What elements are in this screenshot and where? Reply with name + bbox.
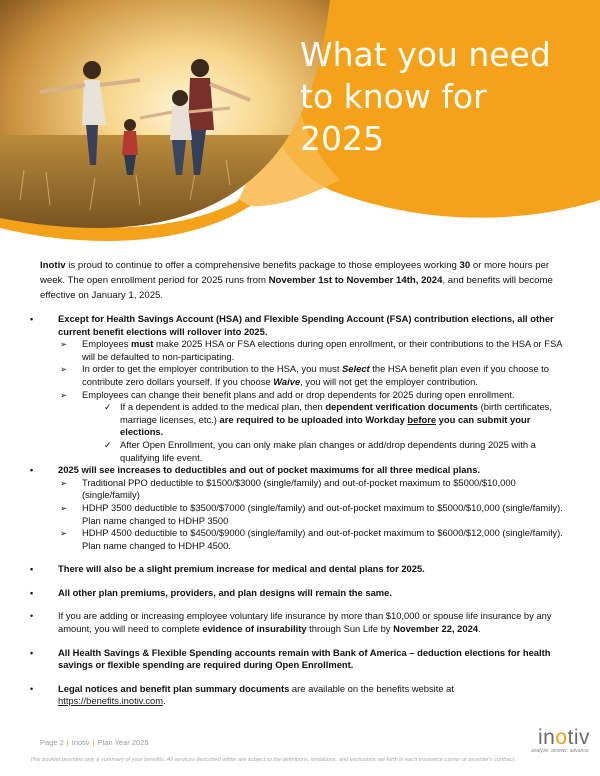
bullet-deductibles: • 2025 will see increases to deductibles and out of pocket maximums for all three medical plans.: [30, 464, 481, 476]
bullet-dot: •: [30, 314, 34, 324]
sub-bullet: ➢ In order to get the employer contribution to the HSA, you must Select the HSA benefit plan even if you choose to contribute zero dollars yourself. If you choose Waive, you will not get the employer contribution.: [60, 363, 549, 387]
benefits-list: [28, 313, 573, 708]
bullet-life-insurance: • If you are adding or increasing employee voluntary life insurance by more than $10,000 or spouse life insurance by any amount, you will need to complete evidence of insurability through Sun Life by November 22, 2024.: [30, 610, 552, 635]
intro-text-2: or more hours per week. The open enrollment period for 2025 runs from: [40, 260, 550, 286]
header-banner: [0, 0, 600, 250]
footer-plan-year: Plan Year 2025: [97, 738, 149, 747]
sub-bullet: ➢ Employees can change their benefit plans and add or drop dependents for 2025 during open enrollment.: [60, 388, 515, 400]
sub-bullet: ➢ Employees must make 2025 HSA or FSA elections during open enrollment, or their contributions to the HSA or FSA will be defaulted to non-participating.: [60, 338, 562, 362]
title-line-3: 2025: [300, 119, 384, 158]
intro-company: Inotiv: [40, 260, 66, 271]
sub-bullet: ➢ HDHP 4500 deductible to $4500/$9000 (single/family) and out-of-pocket maximum to $6000/$12,000 (single/family). Plan name changed to HDHP 4500.: [60, 527, 563, 551]
logo-tagline: analyze. answer. advance.: [530, 748, 590, 754]
bullet-dot: •: [30, 647, 34, 658]
footer-company: Inotiv: [71, 738, 90, 747]
checkmark-icon: ✓: [104, 439, 112, 450]
arrow-icon: ➢: [60, 389, 68, 400]
intro-hours: 30: [459, 260, 471, 271]
bullet-premium-increase: • There will also be a slight premium increase for medical and dental plans for 2025.: [30, 563, 425, 575]
bullet-plans-same: • All other plan premiums, providers, and plan designs will remain the same.: [30, 586, 392, 598]
arrow-icon: ➢: [60, 502, 68, 513]
intro-text-3: , and benefits will become effective on January 1, 2025.: [40, 275, 553, 301]
arrow-icon: ➢: [60, 339, 68, 350]
benefits-website-link[interactable]: https://benefits.inotiv.com: [58, 695, 164, 707]
bullet-legal-notices: • Legal notices and benefit plan summary documents are available on the benefits website at https://benefits.inotiv.com.: [30, 682, 455, 707]
title-line-2: to know for: [300, 77, 487, 116]
footer-sep: |: [66, 738, 69, 747]
bullet-bank-of-america: • All Health Savings & Flexible Spending accounts remain with Bank of America – deduction elections for health savings or flexible spending are required during Open Enrollment.: [30, 646, 551, 671]
bullet-hsa-fsa: [28, 313, 573, 338]
footer-page-info: [40, 738, 149, 747]
family-photo: [0, 0, 340, 245]
footer-page: Page 2: [40, 738, 64, 747]
footer-sep: |: [92, 738, 95, 747]
footer-disclaimer: This booklet provides only a summary of your benefits. All services described within are subject to the definitions, limitations, and exclusions set forth in each insurance carrier or provider's contract.: [30, 757, 516, 763]
bullet-dot: •: [30, 683, 34, 694]
bullet-dot: •: [30, 611, 34, 622]
sub-bullet: ➢ Traditional PPO deductible to $1500/$3000 (single/family) and out-of-pocket maximum to $5000/$10,000 (single/family): [60, 476, 516, 501]
checkmark-icon: ✓: [104, 402, 112, 413]
arrow-icon: ➢: [60, 477, 68, 488]
inotiv-logo: inotiv analyze. answer. advance.: [510, 728, 590, 754]
arrow-icon: ➢: [60, 528, 68, 539]
arrow-icon: ➢: [60, 364, 68, 375]
check-item: ✓ After Open Enrollment, you can only make plan changes or add/drop dependents during 2025 with a qualifying life event.: [104, 438, 536, 463]
title-line-1: What you need: [300, 35, 551, 74]
page-title: [300, 34, 590, 160]
intro-period: November 1st to November 14th, 2024: [268, 275, 443, 286]
check-item: ✓ If a dependent is added to the medical plan, then dependent verification documents (birth certificates, marriage licenses, etc.) are required to be uploaded into Workday before you can submit your elections.: [104, 401, 552, 438]
intro-paragraph: [40, 258, 570, 303]
bullet-dot: •: [30, 587, 34, 598]
sub-bullet: ➢ HDHP 3500 deductible to $3500/$7000 (single/family) and out-of-pocket maximum to $5000/$10,000 (single/family). Plan name changed to HDHP 3500: [60, 501, 563, 526]
intro-text-1: is proud to continue to offer a comprehensive benefits package to those employees working: [65, 260, 460, 271]
bullet-dot: •: [30, 465, 34, 476]
bullet-text: Except for Health Savings Account (HSA) and Flexible Spending Account (FSA) contribution elections, all other current benefit elections will rollover into 2025.: [58, 313, 554, 337]
bullet-dot: •: [30, 564, 34, 575]
